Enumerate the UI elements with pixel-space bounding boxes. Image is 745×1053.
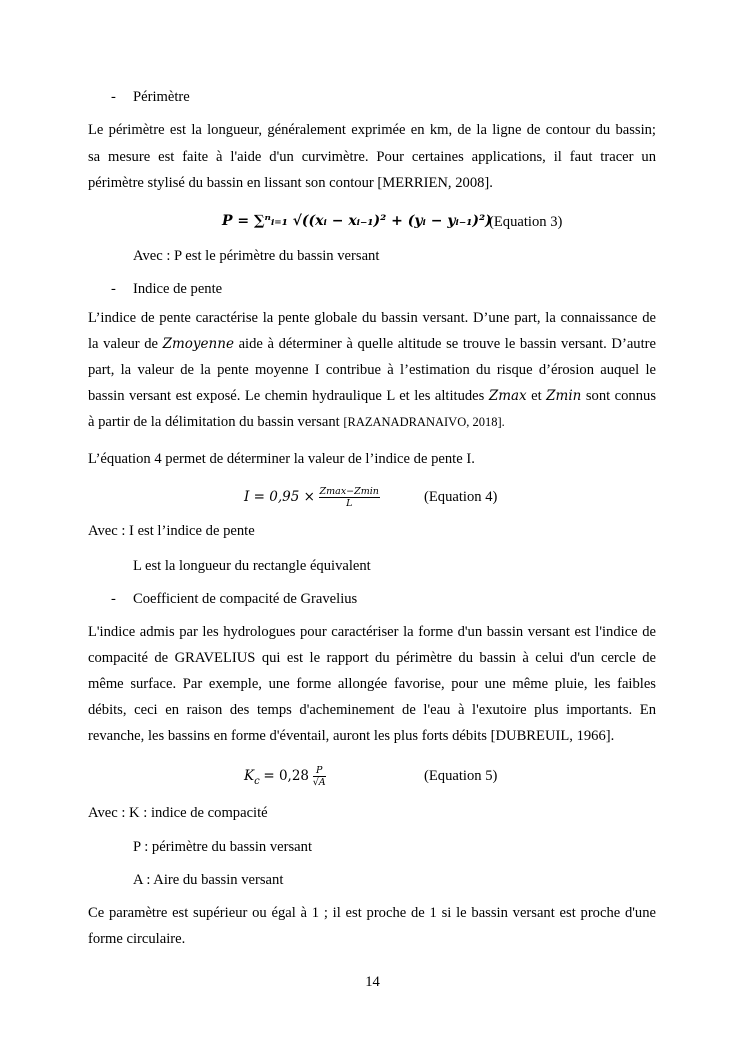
- equation-4-label: (Equation 4): [424, 489, 498, 505]
- avec-longueur: L est la longueur du rectangle équivalent: [133, 558, 371, 574]
- citation: [RAZANADRANAIVO, 2018].: [343, 415, 505, 429]
- avec-aire: A : Aire du bassin versant: [133, 872, 284, 888]
- equation-3-label: (Equation 3): [489, 214, 563, 230]
- bullet-perimetre: - Périmètre: [111, 89, 190, 105]
- avec-indice: Avec : I est l’indice de pente: [88, 523, 255, 539]
- paragraph-line: Ce paramètre est supérieur ou égal à 1 ; il est proche de 1 si le bassin versant est proche d'une: [88, 905, 656, 921]
- fraction: $\frac{P}{√A}$: [312, 765, 326, 788]
- bullet-gravelius: - Coefficient de compacité de Gravelius: [111, 591, 358, 607]
- equation-5-label: (Equation 5): [424, 768, 498, 784]
- paragraph-line: L'indice admis par les hydrologues pour caractériser la forme d'un bassin versant est l'indice de: [88, 624, 656, 640]
- equation-5: $K_c = 0,28$ $\frac{P}{√A}$: [244, 765, 326, 788]
- fraction: $\frac{Zmax-Zmin}{L}$: [319, 486, 379, 509]
- paragraph-line: à partir de la délimitation du bassin versant [RAZANADRANAIVO, 2018].: [88, 414, 505, 430]
- equation-3: P = ∑ⁿᵢ₌₁ √((xᵢ − xᵢ₋₁)² + (yᵢ − yᵢ₋₁)²): [222, 213, 492, 229]
- avec-perimetre-p: P : périmètre du bassin versant: [133, 839, 313, 855]
- avec-compacite: Avec : K : indice de compacité: [88, 805, 268, 821]
- equation-4: I = 0,95 × $\frac{Zmax-Zmin}{L}$: [244, 486, 379, 509]
- paragraph-line: Le périmètre est la longueur, généralement exprimée en km, de la ligne de contour du bassin;: [88, 122, 656, 138]
- paragraph-line: la valeur de Zmoyenne aide à déterminer à quelle altitude se trouve le bassin versant. D’autre: [88, 336, 656, 352]
- paragraph-line: débits, ceci en raison des temps d'acheminement de l'eau à l'exutoire plus importants. En: [88, 702, 656, 718]
- paragraph-line: même surface. Par exemple, une forme allongée favorise, pour une même pluie, les faibles: [88, 676, 656, 692]
- paragraph-line: part, la valeur de la pente moyenne I contribue à l’estimation du risque d’érosion auquel le: [88, 362, 656, 378]
- paragraph-line: compacité de GRAVELIUS qui est le rapport du périmètre du bassin à celui d'un cercle de: [88, 650, 656, 666]
- paragraph-line: L’indice de pente caractérise la pente globale du bassin versant. D’une part, la connaissance de: [88, 310, 656, 326]
- paragraph-line: bassin versant est exposé. Le chemin hydraulique L et les altitudes Zmax et Zmin sont connus: [88, 388, 657, 404]
- heading-indice-pente: Indice de pente: [133, 281, 223, 297]
- page-number: 14: [365, 974, 380, 990]
- paragraph-line: périmètre stylisé du bassin en lissant son contour [MERRIEN, 2008].: [88, 175, 493, 191]
- bullet-indice-pente: - Indice de pente: [111, 281, 223, 297]
- heading-gravelius: Coefficient de compacité de Gravelius: [133, 591, 358, 607]
- paragraph-line: revanche, les bassins en forme d'éventail, auront les plus forts débits [DUBREUIL, 1966].: [88, 728, 615, 744]
- paragraph-line: sa mesure est faite à l'aide d'un curvimètre. Pour certaines applications, il faut tracer un: [88, 149, 656, 165]
- heading-perimetre: Périmètre: [133, 89, 190, 105]
- equation-4-intro: L’équation 4 permet de déterminer la valeur de l’indice de pente I.: [88, 451, 475, 467]
- avec-perimetre: Avec : P est le périmètre du bassin versant: [133, 248, 380, 264]
- paragraph-line: forme circulaire.: [88, 931, 186, 947]
